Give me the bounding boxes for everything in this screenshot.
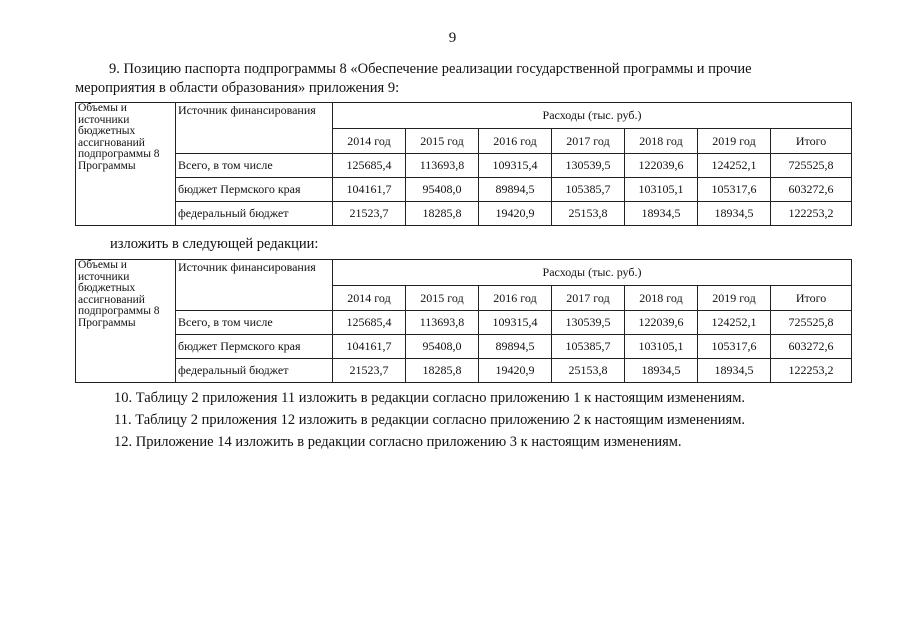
source-cell: Всего, в том числе [176,154,333,178]
item-9-line-1: 9. Позицию паспорта подпрограммы 8 «Обеспечение реализации государственной программы и прочие [109,61,752,77]
revised-budget-table [75,259,852,383]
value-cell: 109315,4 [479,154,552,178]
value-cell: 124252,1 [698,154,771,178]
value-cell: 105385,7 [552,178,625,202]
source-cell: федеральный бюджет [176,359,333,383]
source-cell: бюджет Пермского края [176,178,333,202]
expenses-header: Расходы (тыс. руб.) [333,260,852,286]
table-row [76,311,852,335]
table-row [76,335,852,359]
value-cell: 21523,7 [333,202,406,226]
value-cell: 113693,8 [406,154,479,178]
new-edition-intro: изложить в следующей редакции: [110,236,319,252]
value-cell: 25153,8 [552,359,625,383]
year-header: 2014 год [333,286,406,311]
total-header: Итого [771,129,852,154]
source-header: Источник финансирования [176,103,333,154]
total-cell: 725525,8 [771,311,852,335]
table-row [76,202,852,226]
value-cell: 122039,6 [625,154,698,178]
value-cell: 103105,1 [625,335,698,359]
total-cell: 122253,2 [771,202,852,226]
source-cell: Всего, в том числе [176,311,333,335]
value-cell: 95408,0 [406,178,479,202]
value-cell: 113693,8 [406,311,479,335]
source-cell: федеральный бюджет [176,202,333,226]
value-cell: 18285,8 [406,359,479,383]
year-header: 2014 год [333,129,406,154]
value-cell: 18285,8 [406,202,479,226]
value-cell: 103105,1 [625,178,698,202]
table-row [76,359,852,383]
allocation-label: Объемы и источники бюджетных ассигнований подпрограммы 8 Программы [76,260,176,383]
total-cell: 122253,2 [771,359,852,383]
table-row [76,178,852,202]
table-row [76,154,852,178]
year-header: 2019 год [698,286,771,311]
original-budget-table [75,102,852,226]
item-9-line-2: мероприятия в области образования» приложения 9: [75,80,400,96]
value-cell: 130539,5 [552,311,625,335]
value-cell: 19420,9 [479,359,552,383]
value-cell: 25153,8 [552,202,625,226]
value-cell: 95408,0 [406,335,479,359]
total-cell: 725525,8 [771,154,852,178]
value-cell: 125685,4 [333,311,406,335]
year-header: 2018 год [625,286,698,311]
total-cell: 603272,6 [771,178,852,202]
total-header: Итого [771,286,852,311]
year-header: 2015 год [406,129,479,154]
allocation-label: Объемы и источники бюджетных ассигнований подпрограммы 8 Программы [76,103,176,226]
value-cell: 18934,5 [625,202,698,226]
item-11-paragraph: 11. Таблицу 2 приложения 12 изложить в редакции согласно приложению 2 к настоящим изменениям. [114,412,745,428]
value-cell: 105317,6 [698,178,771,202]
value-cell: 104161,7 [333,335,406,359]
year-header: 2015 год [406,286,479,311]
value-cell: 124252,1 [698,311,771,335]
year-header: 2017 год [552,286,625,311]
value-cell: 125685,4 [333,154,406,178]
year-header: 2019 год [698,129,771,154]
page-number: 9 [448,30,457,46]
value-cell: 18934,5 [625,359,698,383]
value-cell: 105317,6 [698,335,771,359]
value-cell: 89894,5 [479,335,552,359]
value-cell: 89894,5 [479,178,552,202]
source-header: Источник финансирования [176,260,333,311]
item-12-paragraph: 12. Приложение 14 изложить в редакции согласно приложению 3 к настоящим изменениям. [114,434,682,450]
value-cell: 109315,4 [479,311,552,335]
value-cell: 21523,7 [333,359,406,383]
value-cell: 122039,6 [625,311,698,335]
value-cell: 18934,5 [698,202,771,226]
item-9-paragraph [75,60,857,98]
year-header: 2016 год [479,286,552,311]
total-cell: 603272,6 [771,335,852,359]
value-cell: 130539,5 [552,154,625,178]
source-cell: бюджет Пермского края [176,335,333,359]
value-cell: 18934,5 [698,359,771,383]
year-header: 2016 год [479,129,552,154]
year-header: 2018 год [625,129,698,154]
expenses-header: Расходы (тыс. руб.) [333,103,852,129]
value-cell: 19420,9 [479,202,552,226]
value-cell: 105385,7 [552,335,625,359]
item-10-paragraph: 10. Таблицу 2 приложения 11 изложить в редакции согласно приложению 1 к настоящим изменениям. [114,390,745,406]
value-cell: 104161,7 [333,178,406,202]
year-header: 2017 год [552,129,625,154]
